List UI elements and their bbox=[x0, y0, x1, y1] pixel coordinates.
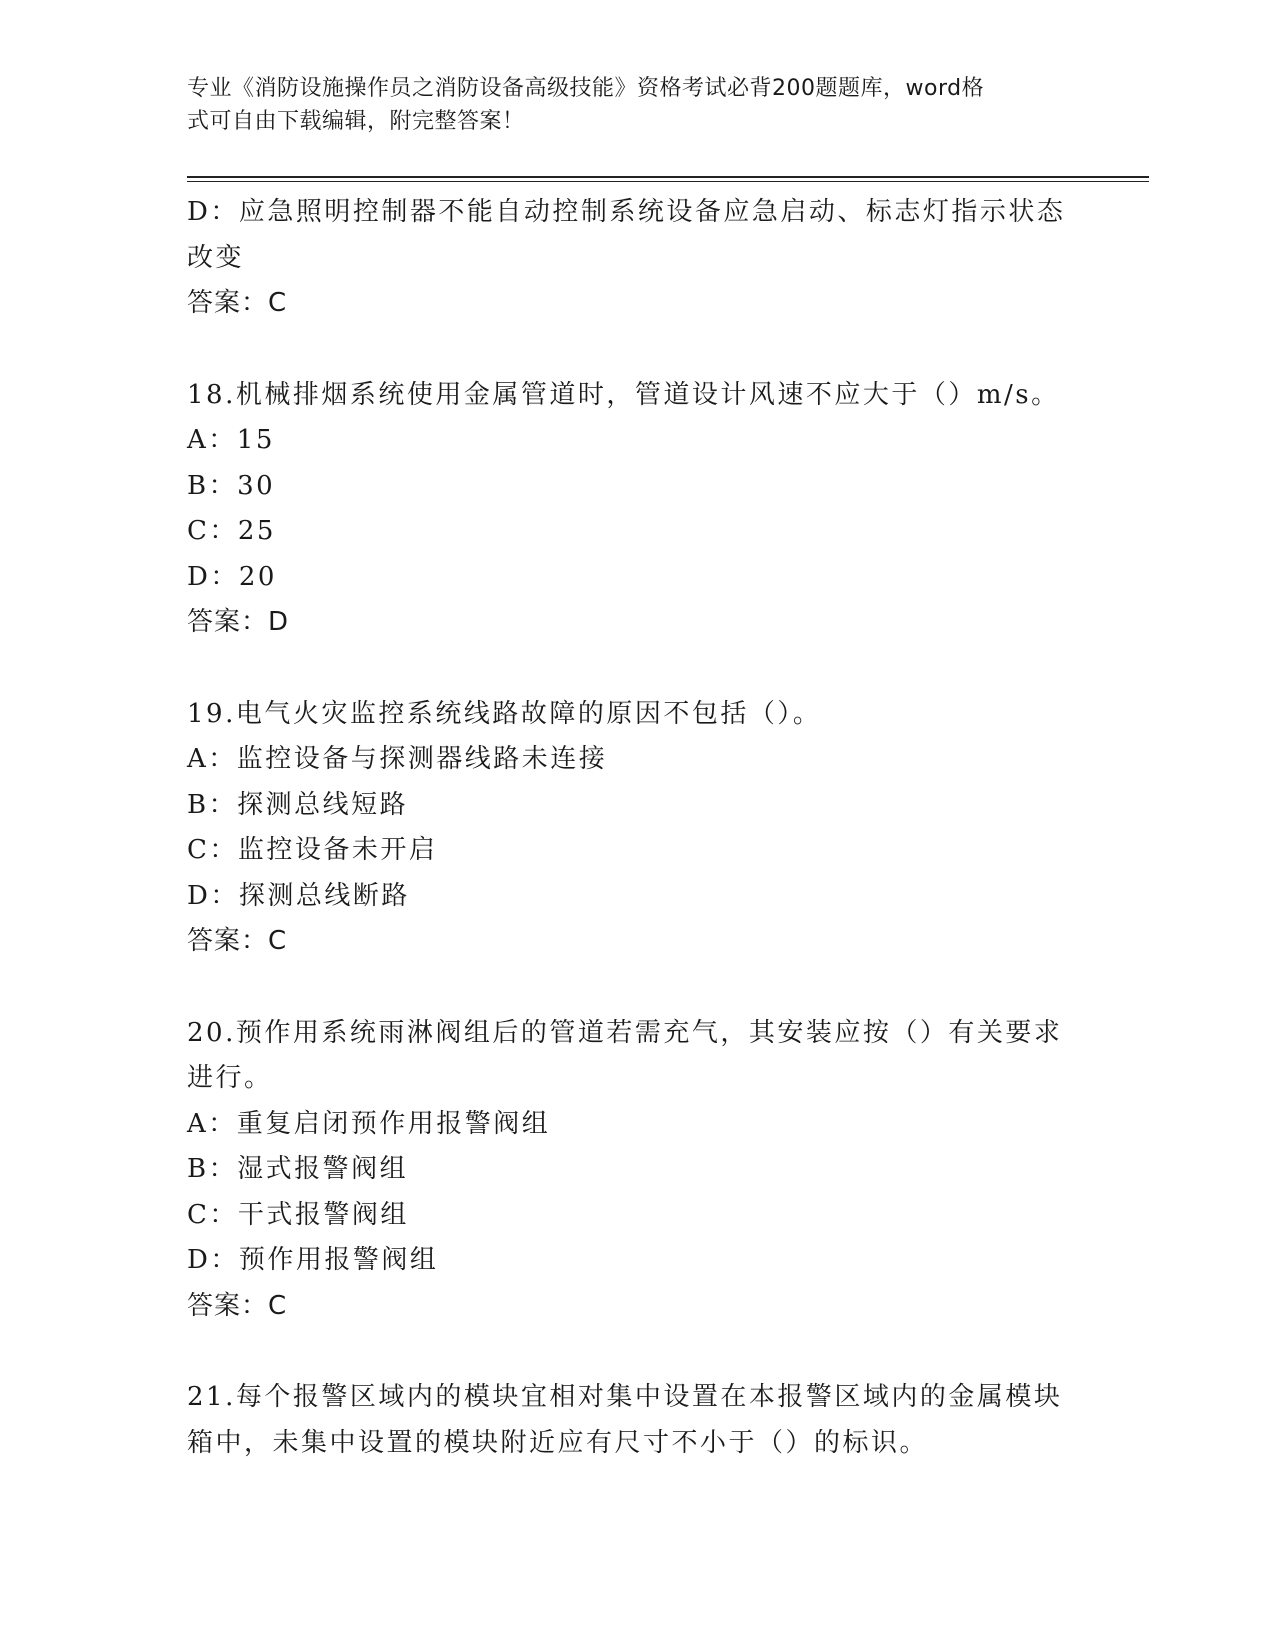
question-20 bbox=[187, 1011, 1087, 1330]
option-d: D：探测总线断路 bbox=[187, 880, 410, 911]
header-divider-thin bbox=[187, 181, 1149, 182]
document-header bbox=[187, 72, 1067, 138]
question-17-tail bbox=[187, 190, 1087, 327]
option-b: B：湿式报警阀组 bbox=[187, 1154, 409, 1184]
header-divider-thick bbox=[187, 176, 1149, 178]
answer-line: 答案：C bbox=[187, 1290, 288, 1321]
answer-line: 答案：C bbox=[187, 288, 288, 318]
question-text: 21.每个报警区域内的模块宜相对集中设置在本报警区域内的金属模块 bbox=[187, 1382, 1063, 1412]
question-text: 20.预作用系统雨淋阀组后的管道若需充气，其安装应按（）有关要求 bbox=[187, 1017, 1063, 1048]
question-21 bbox=[187, 1375, 1087, 1466]
option-b: B：30 bbox=[187, 470, 276, 501]
question-text: 19.电气火灾监控系统线路故障的原因不包括（）。 bbox=[187, 698, 822, 729]
option-c: C：监控设备未开启 bbox=[187, 835, 438, 865]
question-text-continued: 箱中，未集中设置的模块附近应有尺寸不小于（）的标识。 bbox=[187, 1427, 929, 1458]
question-list bbox=[187, 190, 1087, 1466]
option-c: C：干式报警阀组 bbox=[187, 1199, 409, 1230]
question-18 bbox=[187, 373, 1087, 646]
option-a: A：15 bbox=[187, 425, 275, 455]
option-c: C：25 bbox=[187, 516, 276, 546]
option-a: A：监控设备与探测器线路未连接 bbox=[187, 744, 608, 774]
answer-line: 答案：D bbox=[187, 607, 290, 637]
answer-line: 答案：C bbox=[187, 926, 288, 956]
option-d: D：20 bbox=[187, 561, 277, 592]
question-19 bbox=[187, 692, 1087, 965]
question-text-continued: 进行。 bbox=[187, 1063, 273, 1093]
option-d-continued: 改变 bbox=[187, 242, 245, 273]
option-b: B：探测总线短路 bbox=[187, 789, 409, 820]
option-d: D：预作用报警阀组 bbox=[187, 1245, 439, 1275]
option-d: D：应急照明控制器不能自动控制系统设备应急启动、标志灯指示状态 bbox=[187, 197, 1066, 227]
header-line-1: 专业《消防设施操作员之消防设备高级技能》资格考试必背200题题库，word格 bbox=[187, 76, 985, 101]
option-a: A：重复启闭预作用报警阀组 bbox=[187, 1108, 551, 1139]
header-line-2: 式可自由下载编辑，附完整答案！ bbox=[187, 109, 525, 134]
question-text: 18.机械排烟系统使用金属管道时，管道设计风速不应大于（）m/s。 bbox=[187, 379, 1060, 410]
